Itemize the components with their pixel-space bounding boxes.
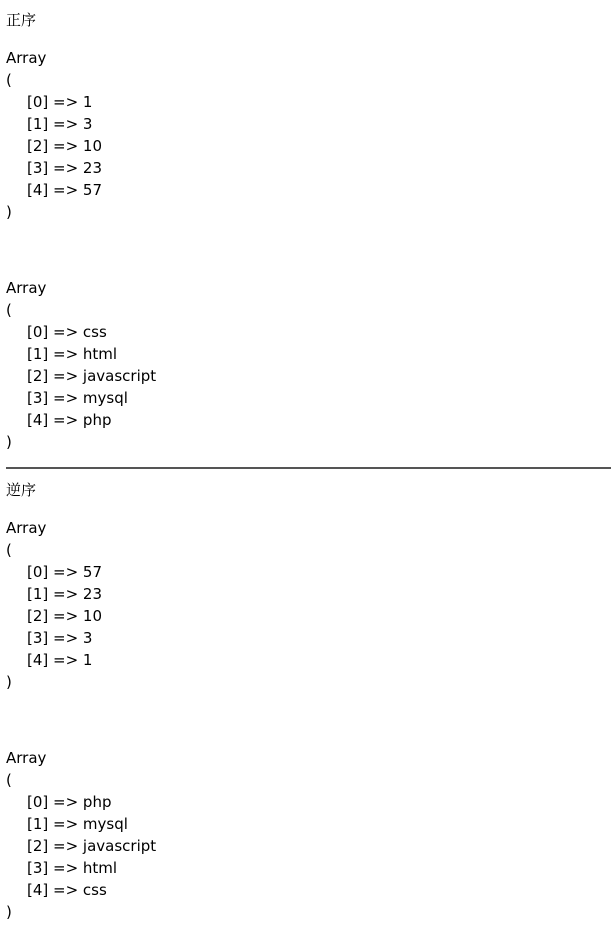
- array-open-paren: (: [6, 771, 12, 789]
- array-label: Array: [6, 519, 47, 537]
- array-item: [1] => 23: [27, 585, 103, 603]
- array-close-paren: ): [6, 433, 12, 451]
- desc-numbers-array: [6, 517, 611, 693]
- array-open-paren: (: [6, 301, 12, 319]
- horizontal-divider: [6, 467, 611, 469]
- array-close-paren: ): [6, 903, 12, 921]
- array-item: [1] => 3: [27, 115, 93, 133]
- array-item: [4] => php: [27, 411, 112, 429]
- array-item: [0] => php: [27, 793, 112, 811]
- array-close-paren: ): [6, 673, 12, 691]
- desc-heading: 逆序: [6, 481, 37, 499]
- array-label: Array: [6, 749, 47, 767]
- array-item: [3] => html: [27, 859, 118, 877]
- array-item: [1] => html: [27, 345, 118, 363]
- array-item: [4] => 1: [27, 651, 93, 669]
- array-item: [0] => css: [27, 323, 107, 341]
- array-item: [4] => css: [27, 881, 107, 899]
- array-label: Array: [6, 279, 47, 297]
- array-open-paren: (: [6, 71, 12, 89]
- ascending-section: [6, 0, 611, 453]
- array-item: [3] => 3: [27, 629, 93, 647]
- array-item: [3] => mysql: [27, 389, 128, 407]
- array-item: [2] => 10: [27, 137, 103, 155]
- array-item: [0] => 1: [27, 93, 93, 111]
- array-item: [3] => 23: [27, 159, 103, 177]
- descending-section: [6, 470, 611, 923]
- asc-heading: 正序: [6, 11, 37, 29]
- array-item: [1] => mysql: [27, 815, 128, 833]
- array-open-paren: (: [6, 541, 12, 559]
- desc-strings-array: [6, 747, 611, 923]
- array-item: [2] => javascript: [27, 837, 157, 855]
- array-item: [4] => 57: [27, 181, 103, 199]
- array-item: [0] => 57: [27, 563, 103, 581]
- array-item: [2] => 10: [27, 607, 103, 625]
- asc-numbers-array: [6, 47, 611, 223]
- array-close-paren: ): [6, 203, 12, 221]
- asc-strings-array: [6, 277, 611, 453]
- array-label: Array: [6, 49, 47, 67]
- array-item: [2] => javascript: [27, 367, 157, 385]
